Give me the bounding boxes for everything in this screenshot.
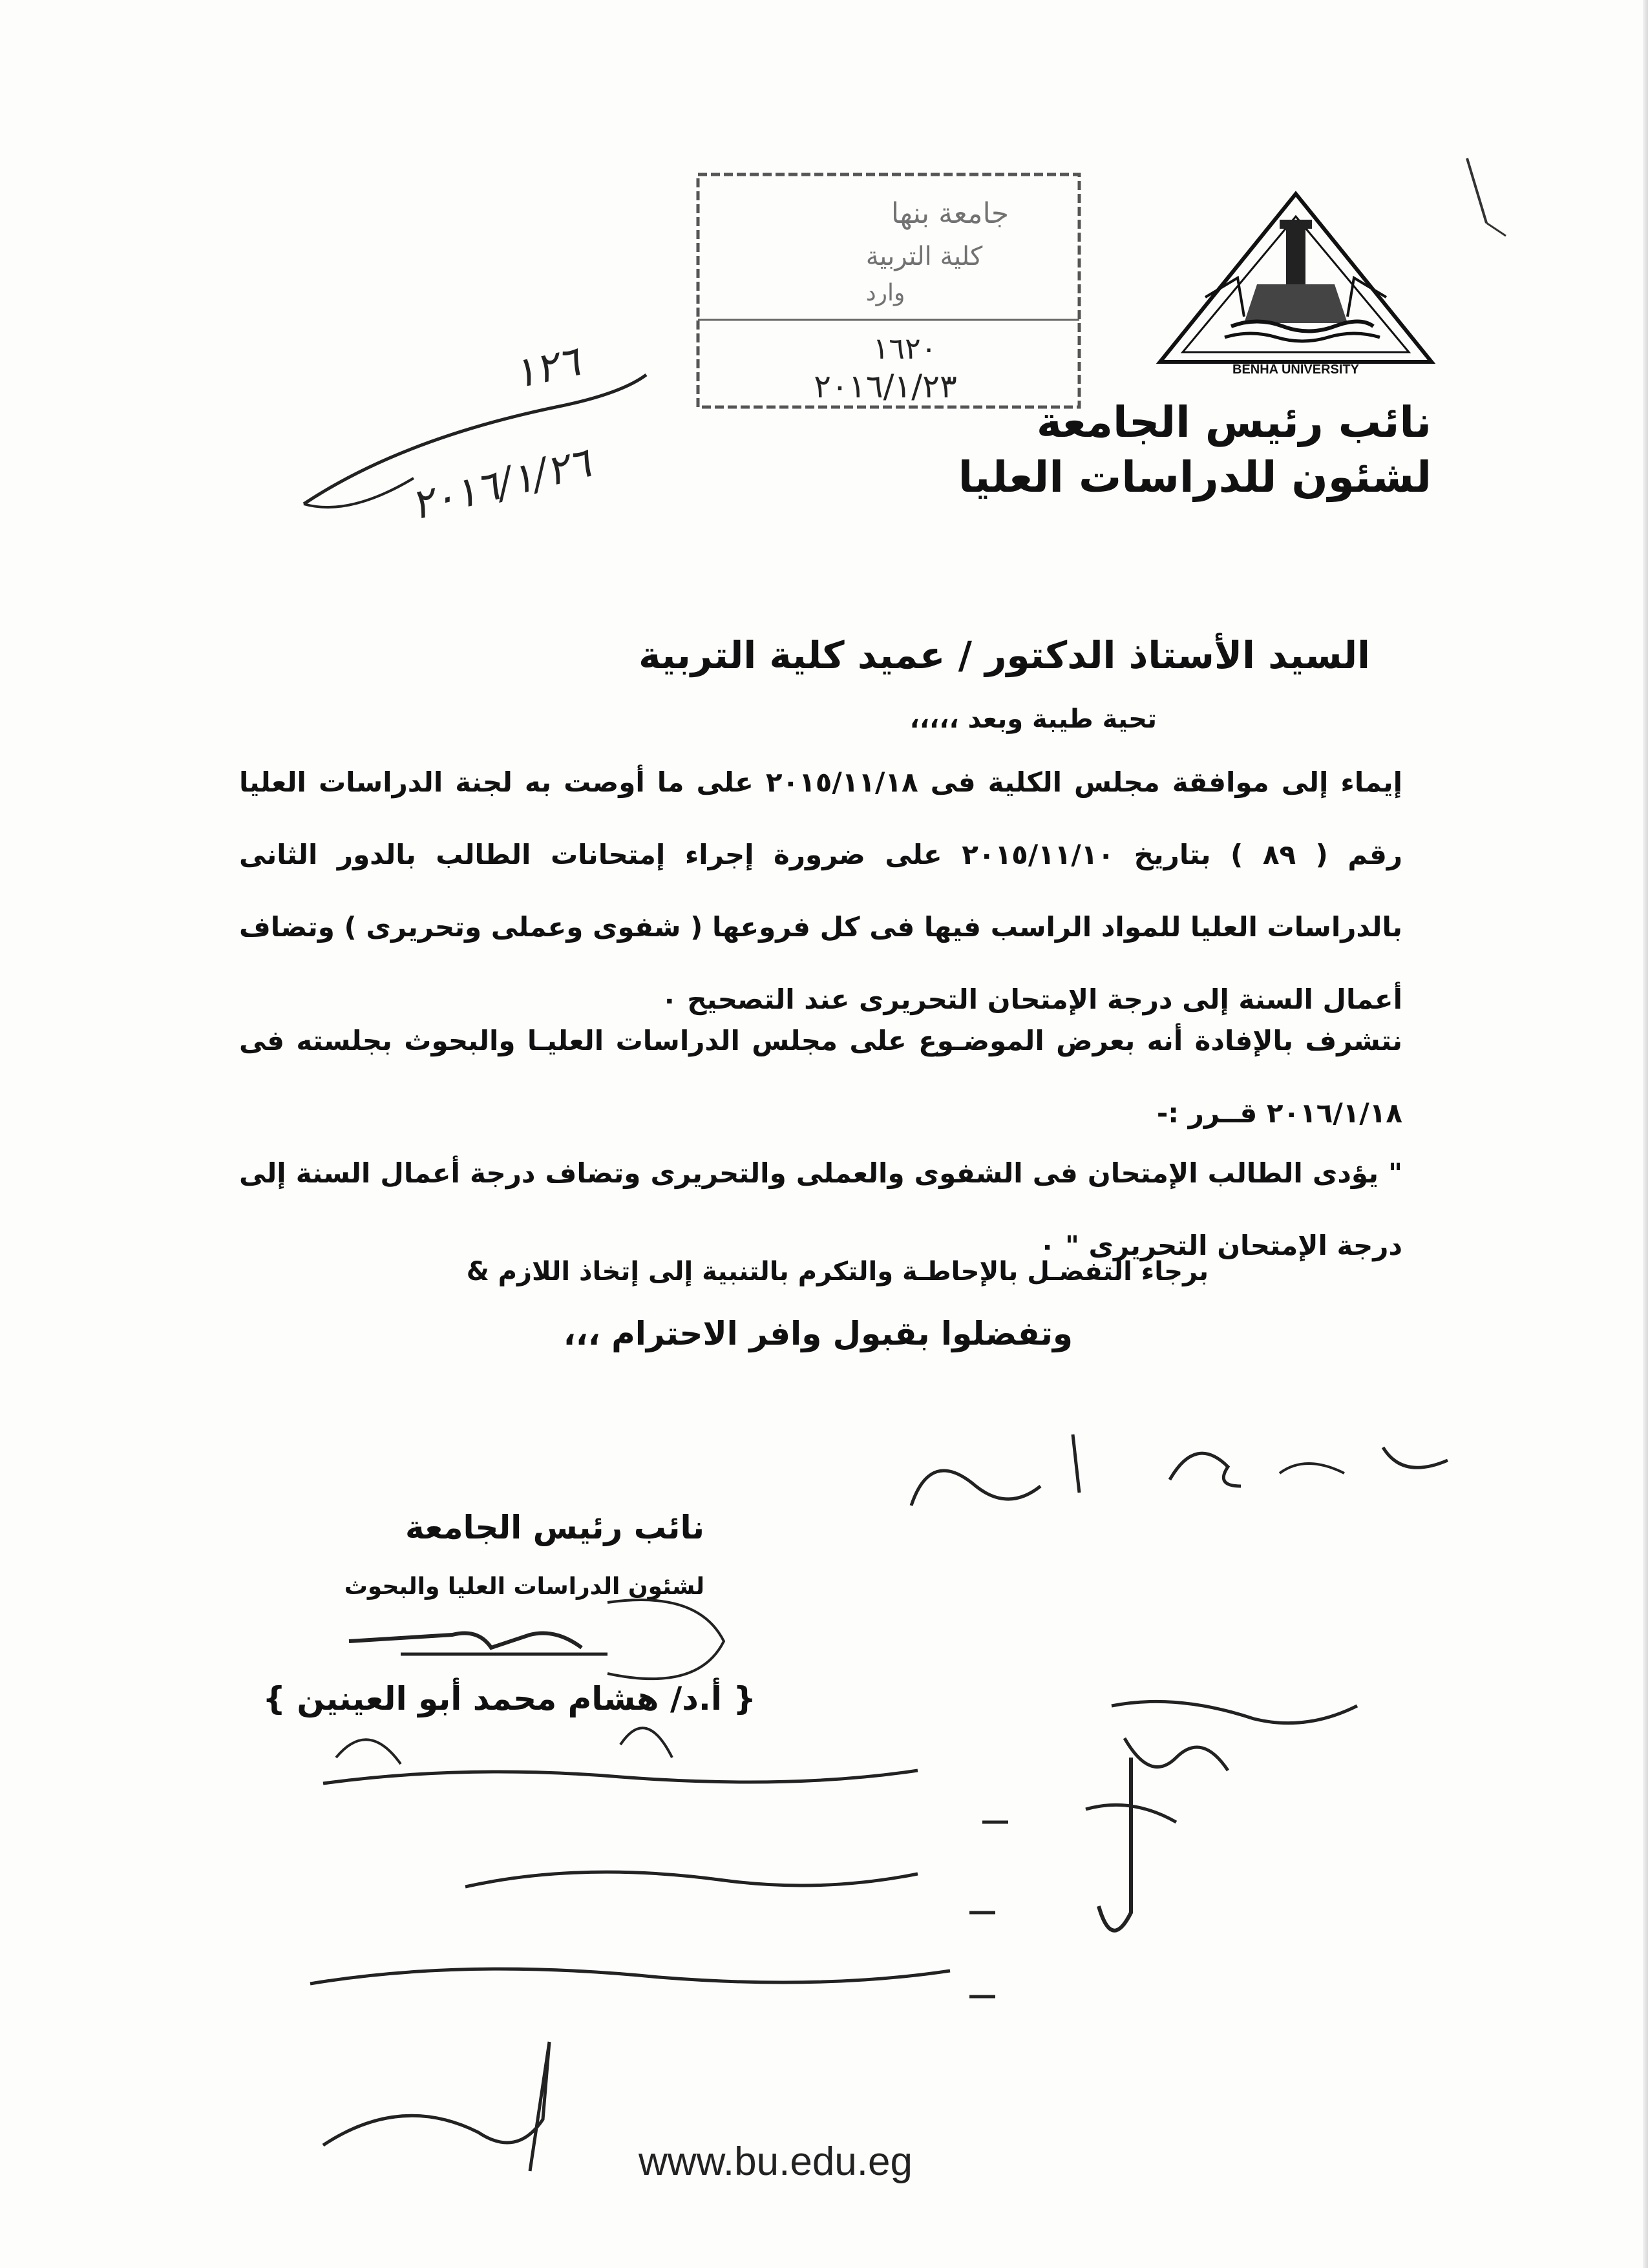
paragraph-3: " يؤدى الطالب الإمتحان فى الشفوى والعملى والتحريرى وتضاف درجة أعمال السنة إلى درجة الإمتحان التحريرى " ٠ [239,1157,1402,1261]
stamp-line3: وارد [865,280,905,306]
logo-text: BENHA UNIVERSITY [1232,362,1359,377]
hand-number: ١٢٦ [509,337,584,399]
university-logo [1154,187,1438,381]
org-subtitle: لشئون للدراسات العليا [958,452,1431,502]
stamp-line2: كلية التربية [865,242,983,271]
paragraph-2: نتشرف بالإفادة أنه بعرض الموضـوع على مجلس الدراسات العليـا والبحوث بجلسته فى ٢٠١٦/١/١٨ قــرر :- [239,1025,1402,1129]
hand-date: ٢٠١٦/١/٢٦ [406,439,596,530]
handwritten-distribution [271,1680,1409,2210]
org-title: نائب رئيس الجامعة [1036,397,1431,447]
signatory-title: نائب رئيس الجامعة [405,1509,704,1546]
handwritten-reference [284,310,685,556]
scan-edge [1643,0,1648,2268]
received-stamp [692,162,1086,420]
closing-regards: وتفضلوا بقبول وافر الاحترام ،،، [563,1315,1073,1352]
paragraph-1: إيماء إلى موافقة مجلس الكلية فى ٢٠١٥/١١/١٨ على ما أوصت به لجنة الدراسات العليا رقم ( ٨٩ ) بتاريخ ٢٠١٥/١١/١٠ على ضرورة إجراء إمتحانات الطالب بالدور الثانى بالدراسات العليا للمواد الراسب فيها فى كل فروعها ( شفوى وعملى وتحريرى ) وتضاف أعمال السنة إلى درجة الإمتحان التحريرى عند التصحيح ٠ [239,766,1403,1015]
stamp-line1: جامعة بنها [891,197,1009,230]
greeting: تحية طيبة وبعد ،،،،، [909,704,1157,734]
signatory-name: { أ.د/ هشام محمد أبو العينين } [262,1680,756,1717]
footer-website: www.bu.edu.eg [639,2139,913,2184]
stamp-number: ١٦٢٠ [872,331,937,366]
stamp-date: ٢٠١٦/١/٢٣ [814,368,957,405]
margin-mark [1461,145,1538,249]
closing-request: برجاء التفضـل بالإحاطـة والتكرم بالتنبية إلى إتخاذ اللازم & [466,1257,1209,1286]
handwritten-note-mid [892,1409,1474,1538]
signatory-department: لشئون الدراسات العليا والبحوث [344,1573,704,1600]
addressee: السيد الأستاذ الدكتور / عميد كلية التربية [639,633,1370,677]
